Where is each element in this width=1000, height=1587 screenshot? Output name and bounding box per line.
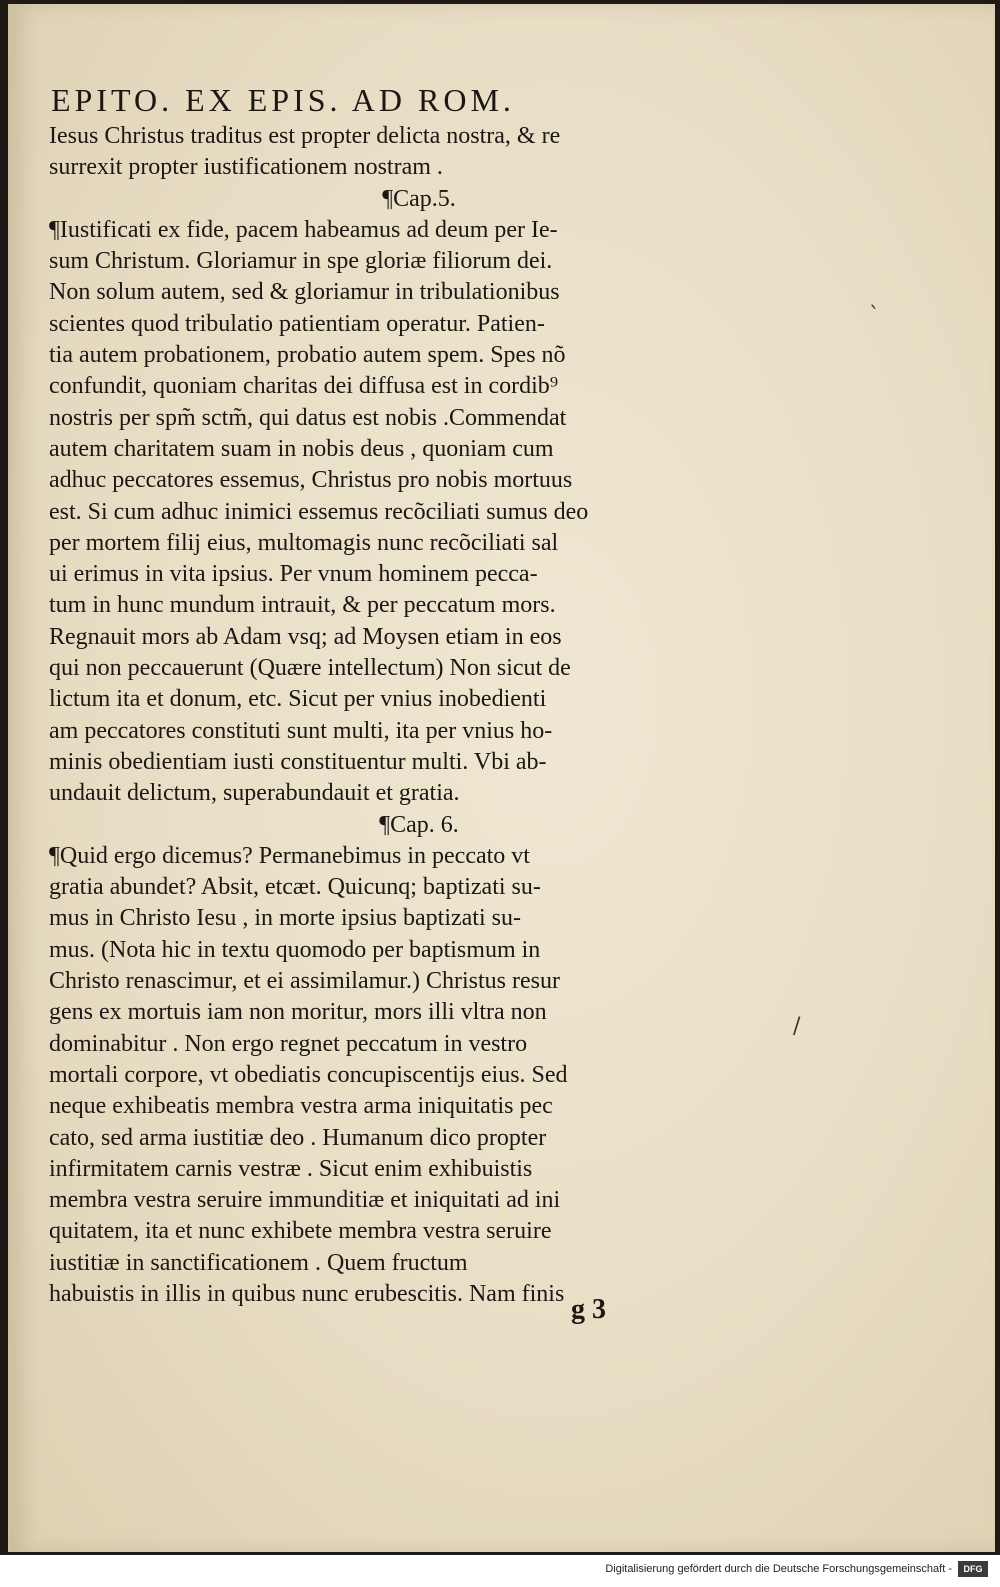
text-line: ui erimus in vita ipsius. Per vnum hominem pecca-	[49, 561, 538, 588]
text-line: infirmitatem carnis vestræ . Sicut enim exhibuistis	[49, 1155, 533, 1182]
text-line: gens ex mortuis iam non moritur, mors illi vltra non	[49, 999, 547, 1026]
text-line: quitatem, ita et nunc exhibete membra vestra seruire	[49, 1218, 552, 1245]
text-line: Christo renascimur, et ei assimilamur.) Christus resur	[49, 968, 560, 995]
signature-mark: g 3	[571, 1294, 606, 1325]
text-line: ¶Iustificati ex fide, pacem habeamus ad deum per Ie-	[49, 216, 558, 243]
text-line: scientes quod tribulatio patientiam operatur. Patien-	[49, 310, 545, 337]
text-line: am peccatores constituti sunt multi, ita per vnius ho-	[49, 717, 553, 744]
text-line: neque exhibeatis membra vestra arma iniquitatis pec	[49, 1093, 553, 1120]
text-line: tia autem probationem, probatio autem spem. Spes nõ	[49, 342, 566, 369]
text-line: mortali corpore, vt obediatis concupiscentijs eius. Sed	[49, 1061, 568, 1088]
text-line: habuistis in illis in quibus nunc erubescitis. Nam finis	[49, 1280, 565, 1307]
running-head: EPITO. EX EPIS. AD ROM.	[51, 82, 515, 118]
text-line: qui non peccauerunt (Quære intellectum) Non sicut de	[49, 655, 571, 682]
text-line: mus. (Nota hic in textu quomodo per baptismum in	[49, 936, 541, 963]
text-line: adhuc peccatores essemus, Christus pro nobis mortuus	[49, 467, 573, 494]
text-line: dominabitur . Non ergo regnet peccatum in vestro	[49, 1030, 528, 1057]
text-line: iustitiæ in sanctificationem . Quem fructum	[49, 1249, 468, 1276]
book-page	[8, 4, 995, 1552]
ink-speck: ˋ	[869, 304, 880, 329]
text-line: autem charitatem suam in nobis deus , quoniam cum	[49, 435, 554, 462]
text-line: ¶Quid ergo dicemus? Permanebimus in peccato vt	[49, 842, 530, 869]
text-line: Iesus Christus traditus est propter delicta nostra, & re	[49, 123, 561, 149]
text-line: mus in Christo Iesu , in morte ipsius baptizati su-	[49, 905, 521, 932]
text-line: minis obedientiam iusti constituentur multi. Vbi ab-	[49, 748, 547, 775]
text-line: confundit, quoniam charitas dei diffusa est in cordib⁹	[49, 373, 559, 400]
text-line: tum in hunc mundum intrauit, & per peccatum mors.	[49, 592, 556, 619]
text-line: per mortem filij eius, multomagis nunc recõciliati sal	[49, 529, 559, 556]
text-line: Regnauit mors ab Adam vsq; ad Moysen etiam in eos	[49, 623, 562, 650]
text-line: membra vestra seruire immunditiæ et iniquitati ad ini	[49, 1187, 561, 1214]
chapter-heading: ¶Cap. 6.	[379, 811, 459, 838]
text-line: gratia abundet? Absit, etcæt. Quicunq; baptizati su-	[49, 874, 541, 901]
text-line: est. Si cum adhuc inimici essemus recõciliati sumus deo	[49, 498, 589, 525]
ink-speck: /	[793, 1014, 801, 1039]
text-line: lictum ita et donum, etc. Sicut per vnius inobedienti	[49, 686, 547, 713]
text-line: surrexit propter iustificationem nostram .	[49, 154, 443, 181]
text-line: Non solum autem, sed & gloriamur in tribulationibus	[49, 279, 560, 306]
dfg-logo: DFG	[958, 1561, 988, 1577]
text-line: nostris per spm̃ sctm̃, qui datus est nobis .Commendat	[49, 404, 567, 431]
footer-bar	[0, 1555, 1000, 1587]
chapter-heading: ¶Cap.5.	[382, 185, 456, 212]
text-line: sum Christum. Gloriamur in spe gloriæ filiorum dei.	[49, 248, 553, 275]
body-text	[49, 121, 749, 1310]
footer-credit: Digitalisierung gefördert durch die Deutsche Forschungsgemeinschaft -	[605, 1563, 952, 1575]
text-line: undauit delictum, superabundauit et gratia.	[49, 780, 460, 807]
text-line: cato, sed arma iustitiæ deo . Humanum dico propter	[49, 1124, 547, 1151]
